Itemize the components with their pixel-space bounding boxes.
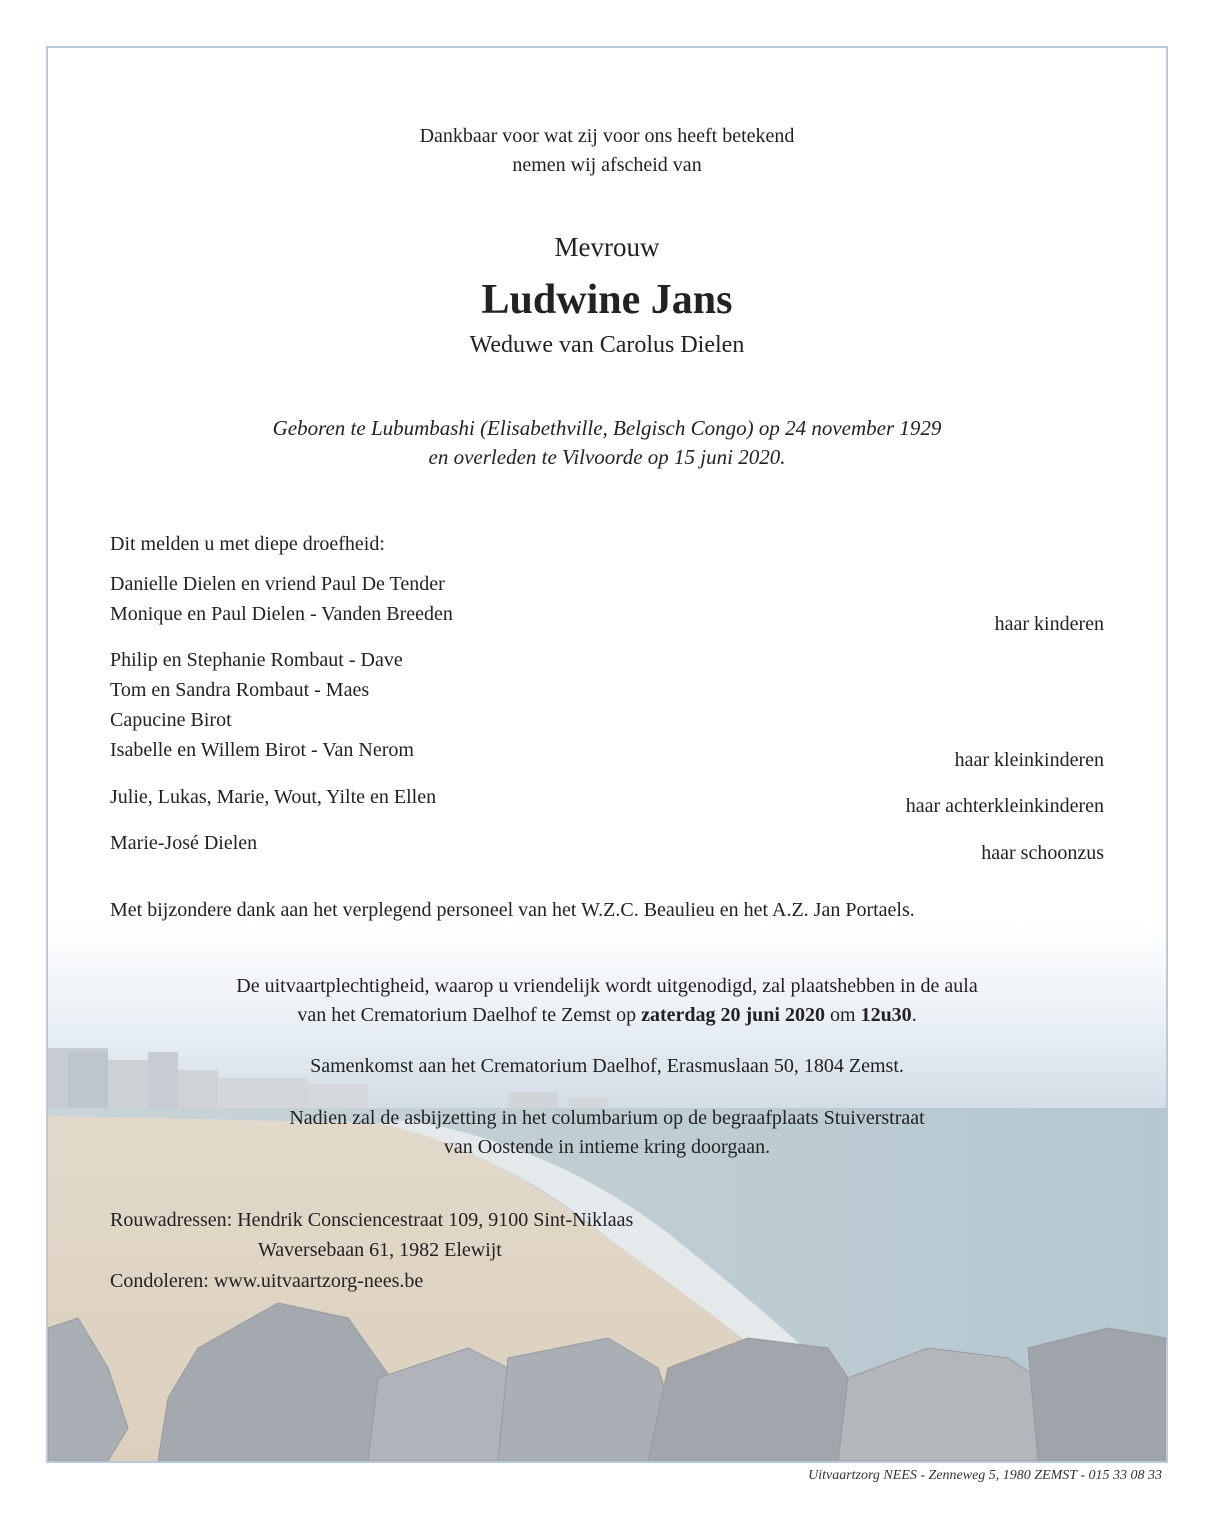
ceremony-text (48, 972, 1166, 1030)
family-member: Marie-José Dielen (110, 832, 258, 854)
obituary-card (46, 46, 1168, 1463)
deceased-name: Ludwine Jans (481, 277, 733, 323)
addresses-label: Rouwadressen: (110, 1209, 233, 1231)
relation-label: haar kleinkinderen (954, 749, 1104, 771)
intro-line-2: nemen wij afscheid van (512, 154, 702, 176)
thanks-text: Met bijzondere dank aan het verplegend personeel van het W.Z.C. Beaulieu en het A.Z. Jan Portaels. (110, 899, 915, 921)
condolences-link[interactable]: Condoleren: www.uitvaartzorg-nees.be (110, 1270, 424, 1292)
ceremony-time: 12u30 (860, 1004, 912, 1026)
ceremony-line-2: van het Crematorium Daelhof te Zemst op zaterdag 20 juni 2020 om 12u30. (297, 1004, 917, 1026)
ceremony-date: zaterdag 20 juni 2020 (641, 1004, 825, 1026)
interment-text (48, 1104, 1166, 1162)
family-member: Monique en Paul Dielen - Vanden Breeden (110, 603, 453, 625)
funeral-home-footer: Uitvaartzorg NEES - Zenneweg 5, 1980 ZEMST - 015 33 08 33 (808, 1468, 1162, 1483)
relation-label: haar achterkleinkinderen (905, 795, 1104, 817)
family-member: Danielle Dielen en vriend Paul De Tender (110, 573, 445, 595)
widow-of: Weduwe van Carolus Dielen (469, 332, 745, 358)
address-1: Hendrik Consciencestraat 109, 9100 Sint-Niklaas (237, 1209, 634, 1231)
birth-death-info (48, 414, 1166, 472)
family-member: Philip en Stephanie Rombaut - Dave (110, 649, 403, 671)
announce-text: Dit melden u met diepe droefheid: (110, 533, 385, 555)
family-member: Julie, Lukas, Marie, Wout, Yilte en Ellen (110, 786, 437, 808)
obituary-text (48, 48, 1166, 1461)
family-member: Isabelle en Willem Birot - Van Nerom (110, 739, 414, 761)
salutation: Mevrouw (554, 232, 660, 262)
family-member: Capucine Birot (110, 709, 232, 731)
mourning-addresses (110, 1206, 633, 1234)
interment-line-1: Nadien zal de asbijzetting in het columbarium op de begraafplaats Stuiverstraat (289, 1107, 925, 1129)
relation-label: haar schoonzus (981, 842, 1104, 864)
ceremony-line-1: De uitvaartplechtigheid, waarop u vriendelijk wordt uitgenodigd, zal plaatshebben in de aula (236, 975, 978, 997)
address-2: Waversebaan 61, 1982 Elewijt (258, 1239, 502, 1261)
birth-line: Geboren te Lubumbashi (Elisabethville, Belgisch Congo) op 24 november 1929 (272, 416, 942, 440)
relation-label: haar kinderen (994, 613, 1104, 635)
gathering-text: Samenkomst aan het Crematorium Daelhof, Erasmuslaan 50, 1804 Zemst. (310, 1055, 904, 1077)
family-member: Tom en Sandra Rombaut - Maes (110, 679, 370, 701)
interment-line-2: van Oostende in intieme kring doorgaan. (443, 1136, 771, 1158)
death-line: en overleden te Vilvoorde op 15 juni 2020. (428, 445, 786, 469)
intro-line-1: Dankbaar voor wat zij voor ons heeft betekend (419, 125, 795, 147)
intro-text (48, 122, 1166, 180)
